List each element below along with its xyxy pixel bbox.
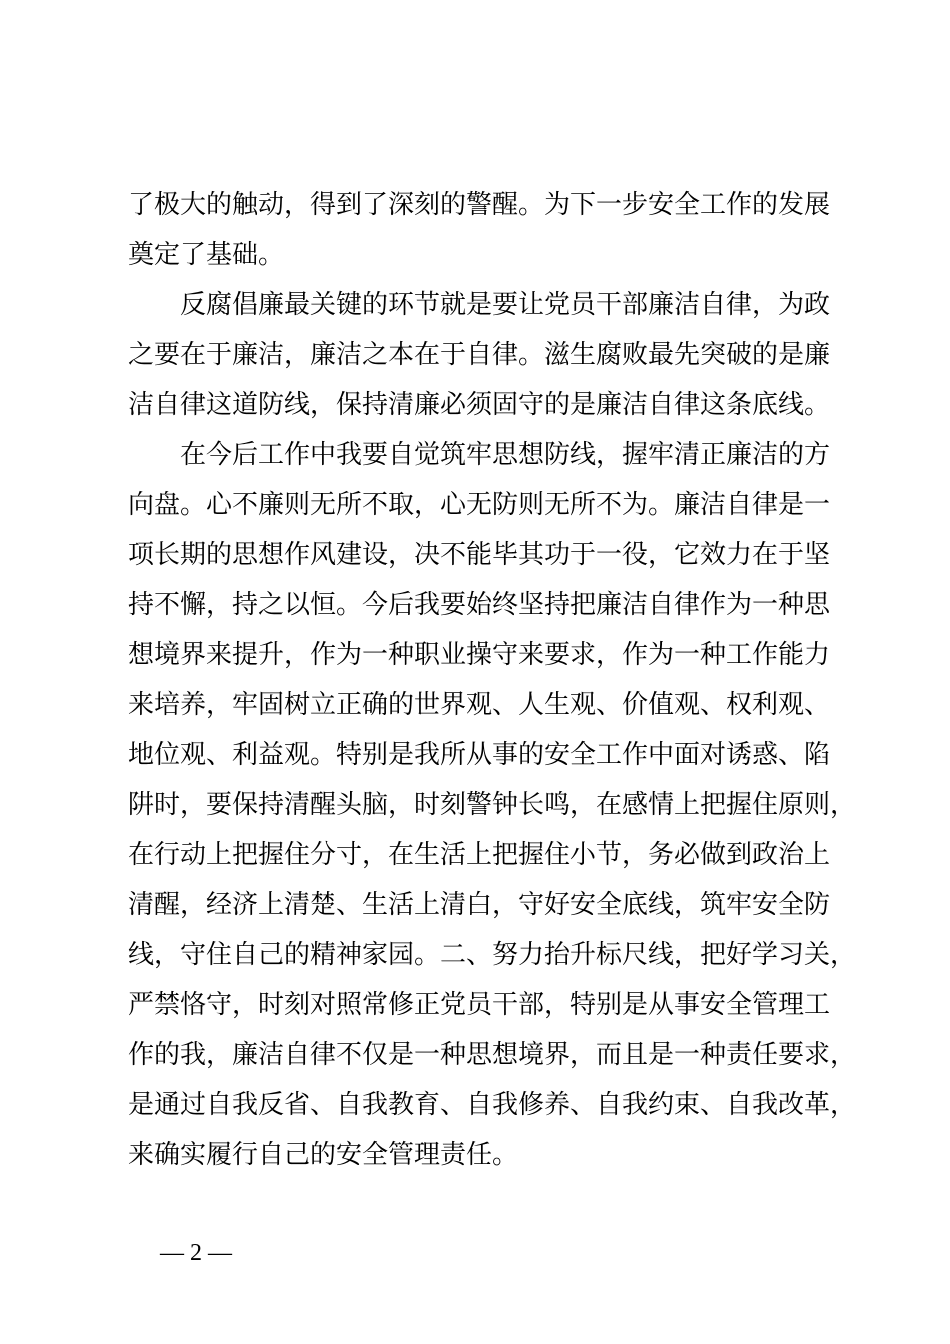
text-line: 来培养，牢固树立正确的世界观、人生观、价值观、权利观、 bbox=[128, 690, 831, 720]
text-line: 清醒，经济上清楚、生活上清白，守好安全底线，筑牢安全防 bbox=[128, 890, 831, 920]
text-line: 阱时，要保持清醒头脑，时刻警钟长鸣，在感情上把握住原则， bbox=[128, 790, 857, 820]
text-line: 反腐倡廉最关键的环节就是要让党员干部廉洁自律，为政 bbox=[180, 290, 831, 320]
text-line: 是通过自我反省、自我教育、自我修养、自我约束、自我改革， bbox=[128, 1090, 857, 1120]
text-line: 项长期的思想作风建设，决不能毕其功于一役，它效力在于坚 bbox=[128, 540, 831, 570]
text-line: 严禁恪守，时刻对照常修正党员干部，特别是从事安全管理工 bbox=[128, 990, 831, 1020]
text-line: 地位观、利益观。特别是我所从事的安全工作中面对诱惑、陷 bbox=[128, 740, 831, 770]
body-text bbox=[128, 180, 868, 1180]
text-line: 在今后工作中我要自觉筑牢思想防线，握牢清正廉洁的方 bbox=[180, 440, 831, 470]
text-line: 之要在于廉洁，廉洁之本在于自律。滋生腐败最先突破的是廉 bbox=[128, 340, 831, 370]
text-line: 持不懈，持之以恒。今后我要始终坚持把廉洁自律作为一种思 bbox=[128, 590, 831, 620]
text-line: 想境界来提升，作为一种职业操守来要求，作为一种工作能力 bbox=[128, 640, 831, 670]
text-line: 来确实履行自己的安全管理责任。 bbox=[128, 1140, 519, 1170]
text-line: 了极大的触动，得到了深刻的警醒。为下一步安全工作的发展 bbox=[128, 190, 831, 220]
page-number: — 2 — bbox=[160, 1240, 232, 1266]
text-line: 洁自律这道防线，保持清廉必须固守的是廉洁自律这条底线。 bbox=[128, 390, 831, 420]
text-line: 向盘。心不廉则无所不取，心无防则无所不为。廉洁自律是一 bbox=[128, 490, 831, 520]
text-line: 在行动上把握住分寸，在生活上把握住小节，务必做到政治上 bbox=[128, 840, 831, 870]
text-line: 线，守住自己的精神家园。二、努力抬升标尺线，把好学习关， bbox=[128, 940, 857, 970]
text-line: 奠定了基础。 bbox=[128, 240, 285, 270]
text-line: 作的我，廉洁自律不仅是一种思想境界，而且是一种责任要求， bbox=[128, 1040, 857, 1070]
